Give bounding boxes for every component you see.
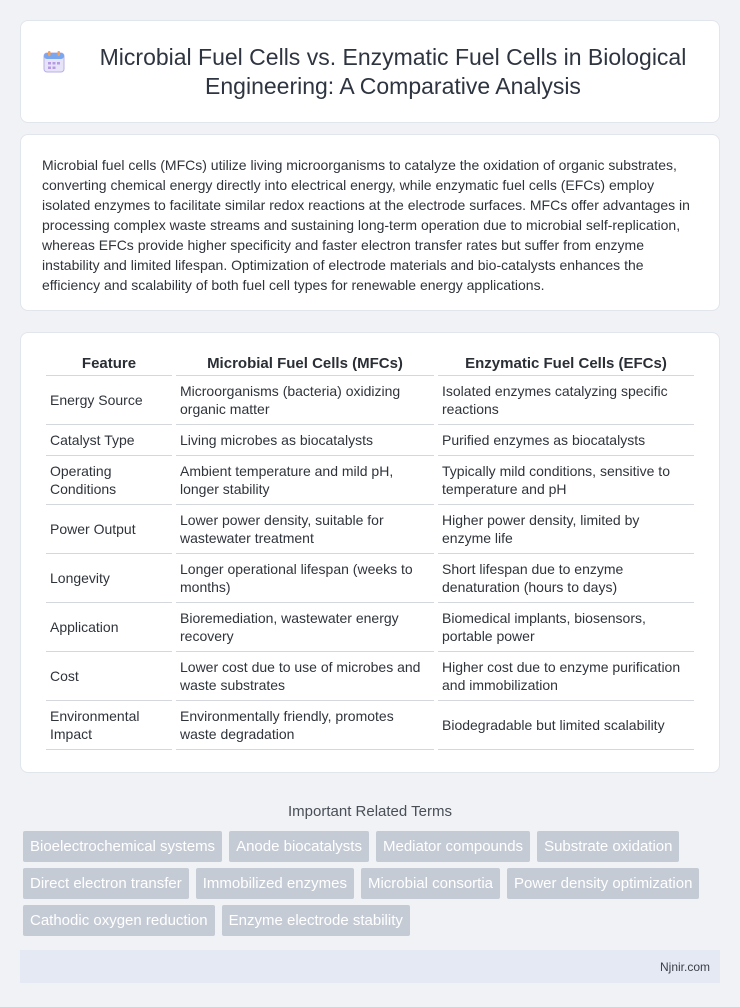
intro-paragraph: Microbial fuel cells (MFCs) utilize living microorganisms to catalyze the oxidation of organic substrates, converting chemical energy directly into electrical energy, while enzymatic fuel cells (EFCs) employ isolated enzymes to facilitate similar redox reactions at the electrode surfaces. MFCs offer advantages in processing complex waste streams and sustaining long-term operation due to microbial self-replication, whereas EFCs provide higher specificity and faster electron transfer rates but suffer from enzyme instability and limited lifespan. Optimization of electrode materials and bio-catalysts enhances the efficiency and scalability of both fuel cell types for renewable energy applications. (42, 157, 690, 293)
term-tag[interactable]: Enzyme electrode stability (222, 905, 410, 936)
table-cell-efc: Higher cost due to enzyme purification and immobilization (438, 652, 694, 701)
related-terms-list (20, 831, 720, 936)
comparison-table-card (20, 332, 720, 773)
comparison-table (42, 353, 698, 750)
table-cell-feature: Power Output (46, 505, 172, 554)
table-cell-feature: Application (46, 603, 172, 652)
table-cell-mfc: Ambient temperature and mild pH, longer stability (176, 456, 434, 505)
term-tag[interactable]: Direct electron transfer (23, 868, 189, 899)
table-cell-mfc: Living microbes as biocatalysts (176, 425, 434, 456)
table-cell-feature: Longevity (46, 554, 172, 603)
table-cell-efc: Purified enzymes as biocatalysts (438, 425, 694, 456)
table-cell-feature: Energy Source (46, 376, 172, 425)
table-header-row (46, 353, 694, 376)
term-tag[interactable]: Cathodic oxygen reduction (23, 905, 215, 936)
term-tag[interactable]: Microbial consortia (361, 868, 500, 899)
term-tag[interactable]: Substrate oxidation (537, 831, 679, 862)
table-cell-mfc: Lower power density, suitable for wastewater treatment (176, 505, 434, 554)
term-tag[interactable]: Anode biocatalysts (229, 831, 369, 862)
term-tag[interactable]: Power density optimization (507, 868, 699, 899)
footer (20, 950, 720, 983)
table-cell-efc: Short lifespan due to enzyme denaturation (hours to days) (438, 554, 694, 603)
table-cell-mfc: Lower cost due to use of microbes and waste substrates (176, 652, 434, 701)
title-card (20, 20, 720, 123)
intro-card (20, 134, 720, 311)
title-wrap (41, 43, 699, 101)
table-row (46, 505, 694, 554)
footer-site-link[interactable]: Njnir.com (659, 960, 710, 974)
table-cell-feature: Environmental Impact (46, 701, 172, 750)
related-terms-heading: Important Related Terms (288, 803, 452, 820)
table-row (46, 376, 694, 425)
calendar-icon (41, 49, 67, 75)
table-cell-mfc: Environmentally friendly, promotes waste degradation (176, 701, 434, 750)
table-row (46, 554, 694, 603)
column-header-efc: Enzymatic Fuel Cells (EFCs) (438, 353, 694, 376)
term-tag[interactable]: Mediator compounds (376, 831, 530, 862)
page-title: Microbial Fuel Cells vs. Enzymatic Fuel Cells in Biological Engineering: A Comparative Analysis (99, 43, 687, 99)
table-cell-efc: Biomedical implants, biosensors, portable power (438, 603, 694, 652)
table-cell-efc: Isolated enzymes catalyzing specific reactions (438, 376, 694, 425)
table-cell-efc: Biodegradable but limited scalability (438, 701, 694, 750)
table-cell-mfc: Bioremediation, wastewater energy recovery (176, 603, 434, 652)
table-cell-mfc: Longer operational lifespan (weeks to months) (176, 554, 434, 603)
table-cell-efc: Typically mild conditions, sensitive to temperature and pH (438, 456, 694, 505)
table-row (46, 701, 694, 750)
table-row (46, 652, 694, 701)
table-row (46, 603, 694, 652)
table-cell-mfc: Microorganisms (bacteria) oxidizing organic matter (176, 376, 434, 425)
term-tag[interactable]: Bioelectrochemical systems (23, 831, 222, 862)
column-header-feature: Feature (46, 353, 172, 376)
table-cell-feature: Catalyst Type (46, 425, 172, 456)
table-row (46, 425, 694, 456)
table-row (46, 456, 694, 505)
table-cell-feature: Cost (46, 652, 172, 701)
table-cell-feature: Operating Conditions (46, 456, 172, 505)
term-tag[interactable]: Immobilized enzymes (196, 868, 354, 899)
column-header-mfc: Microbial Fuel Cells (MFCs) (176, 353, 434, 376)
table-cell-efc: Higher power density, limited by enzyme life (438, 505, 694, 554)
